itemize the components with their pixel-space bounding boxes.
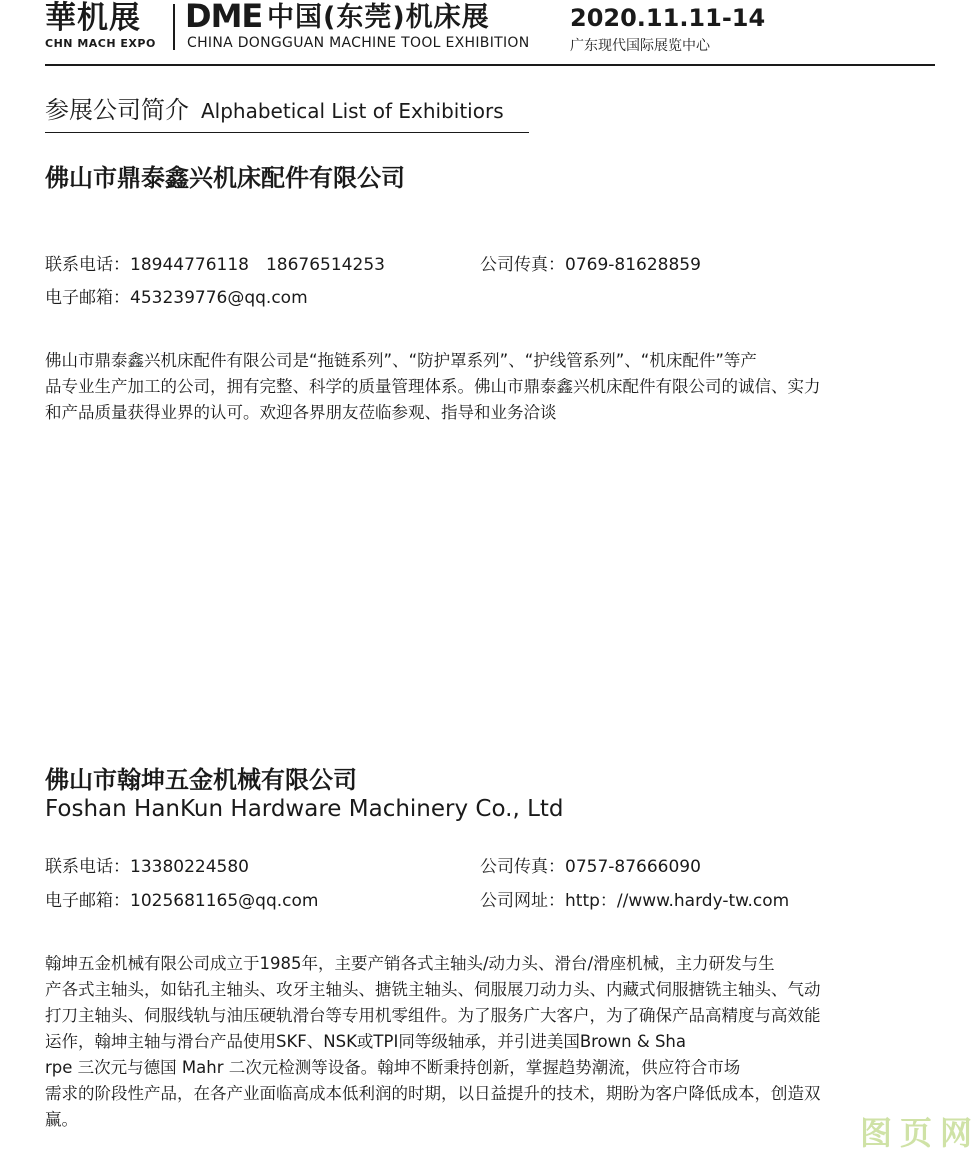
expo-date: 2020.11.11-14 (570, 4, 766, 32)
company-website: 公司网址：http：//www.hardy-tw.com (480, 891, 790, 911)
expo-logo: 華机展 (45, 0, 141, 36)
description-line: 运作，翰坤主轴与滑台产品使用SKF、NSK或TPI同等级轴承，并引进美国Brown & Sha (45, 1032, 687, 1051)
description-line: 打刀主轴头、伺服线轨与油压硬轨滑台等专用机零组件。为了服务广大客户，为了确保产品高精度与高效能 (45, 1006, 821, 1025)
header-divider (173, 4, 175, 50)
dme-brand: DME (185, 0, 263, 35)
description-line: rpe 三次元与德国 Mahr 二次元检测等设备。翰坤不断秉持创新，掌握趋势潮流，供应符合市场 (45, 1058, 741, 1077)
description-line: 品专业生产加工的公司，拥有完整、科学的质量管理体系。佛山市鼎泰鑫兴机床配件有限公司的诚信、实力 (45, 377, 821, 396)
company-name: 佛山市翰坤五金机械有限公司 (45, 766, 357, 794)
exhibition-header (45, 0, 935, 66)
company-name-en: Foshan HanKun Hardware Machinery Co., Ltd (45, 796, 564, 822)
expo-venue: 广东现代国际展览中心 (570, 38, 710, 54)
section-title-cn: 参展公司简介 (45, 96, 189, 124)
description-line: 赢。 (45, 1110, 78, 1129)
description-line: 佛山市鼎泰鑫兴机床配件有限公司是“拖链系列”、“防护罩系列”、“护线管系列”、“机床配件”等产 (45, 351, 757, 370)
company-description (45, 951, 940, 1133)
description-line: 需求的阶段性产品，在各产业面临高成本低利润的时期，以日益提升的技术，期盼为客户降低成本，创造双 (45, 1084, 821, 1103)
expo-name-en: CHINA DONGGUAN MACHINE TOOL EXHIBITION (187, 35, 530, 51)
section-title (45, 90, 529, 133)
description-line: 翰坤五金机械有限公司成立于1985年，主要产销各式主轴头/动力头、滑台/滑座机械，主力研发与生 (45, 954, 775, 973)
company-fax: 公司传真：0757-87666090 (480, 857, 701, 877)
section-title-en: Alphabetical List of Exhibitiors (201, 99, 504, 123)
company-description (45, 348, 940, 426)
company-name: 佛山市鼎泰鑫兴机床配件有限公司 (45, 164, 405, 192)
company-phone: 联系电话：13380224580 (45, 857, 249, 877)
expo-name-cn: 中国(东莞)机床展 (267, 2, 490, 33)
company-fax: 公司传真：0769-81628859 (480, 255, 701, 275)
company-email: 电子邮箱：1025681165@qq.com (45, 891, 319, 911)
site-watermark: 图页网 (860, 1114, 980, 1152)
description-line: 和产品质量获得业界的认可。欢迎各界朋友莅临参观、指导和业务洽谈 (45, 403, 557, 422)
description-line: 产各式主轴头，如钻孔主轴头、攻牙主轴头、搪铣主轴头、伺服展刀动力头、内藏式伺服搪铣主轴头、气动 (45, 980, 821, 999)
company-email: 电子邮箱：453239776@qq.com (45, 288, 308, 308)
expo-logo-en: CHN MACH EXPO (45, 37, 156, 50)
company-phone: 联系电话：18944776118 18676514253 (45, 255, 385, 275)
